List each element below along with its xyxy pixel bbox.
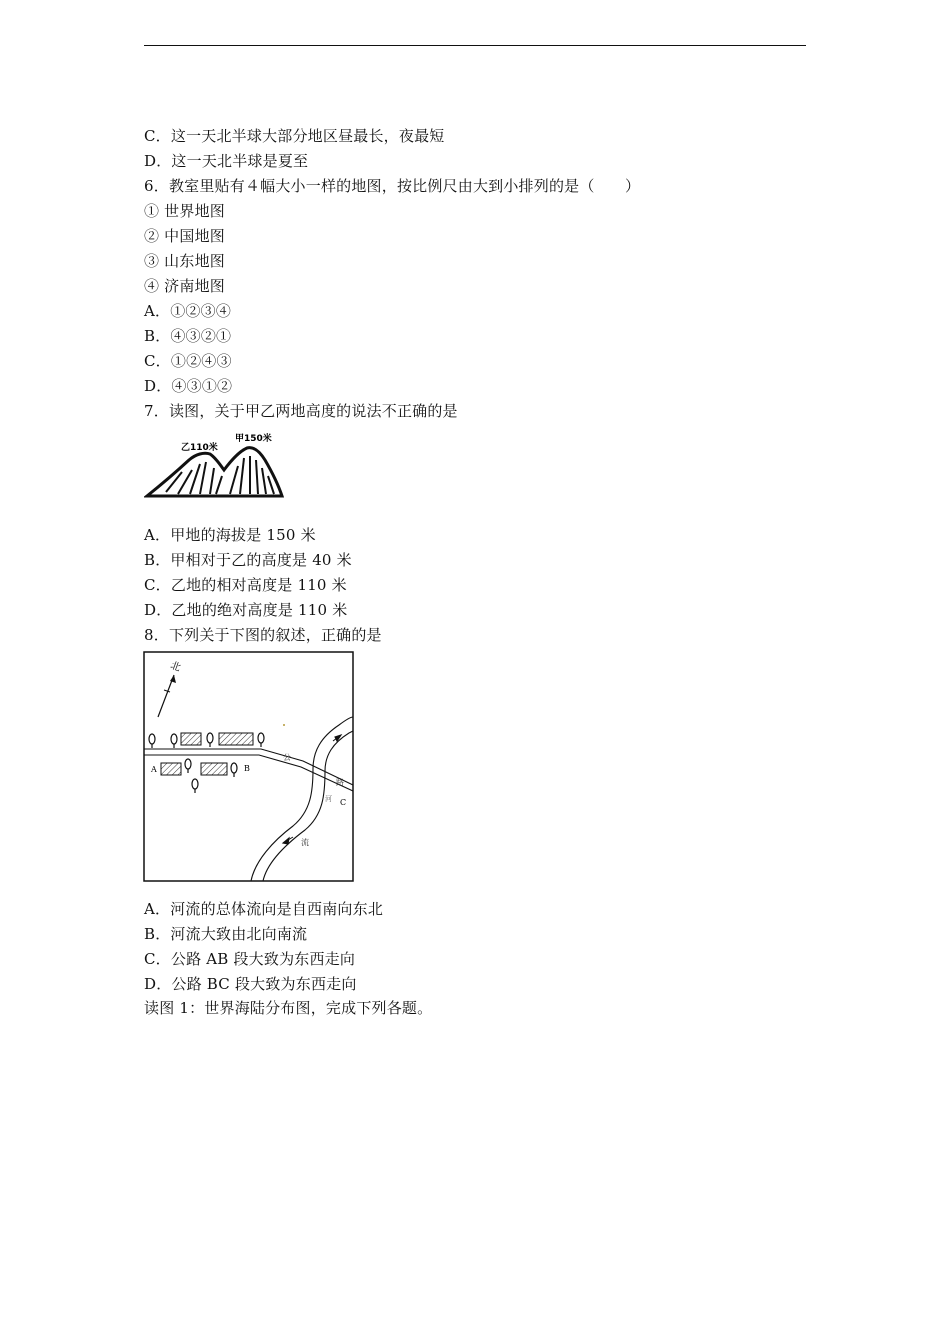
header-rule bbox=[144, 45, 806, 46]
label-yi: 乙110米 bbox=[181, 443, 218, 453]
mountain-figure bbox=[144, 428, 284, 502]
q6-item-1: ① 世界地图 bbox=[144, 202, 225, 220]
q6-item-2: ② 中国地图 bbox=[144, 227, 225, 245]
label-jia: 甲150米 bbox=[235, 434, 272, 444]
q5-option-c: C．这一天北半球大部分地区昼最长，夜最短 bbox=[144, 127, 445, 145]
point-a-label: A bbox=[151, 765, 157, 774]
q7-stem: 7．读图，关于甲乙两地高度的说法不正确的是 bbox=[144, 402, 458, 420]
q8-option-a: A．河流的总体流向是自西南向东北 bbox=[144, 900, 384, 918]
road-char-1: 公 bbox=[283, 753, 291, 762]
river-char-1: 河 bbox=[325, 795, 332, 803]
q5-option-d: D．这一天北半球是夏至 bbox=[144, 152, 309, 170]
q8-option-c: C．公路 AB 段大致为东西走向 bbox=[144, 950, 356, 968]
q6-option-a: A．①②③④ bbox=[144, 302, 232, 320]
road-char-2: 路 bbox=[336, 778, 344, 787]
point-b-label: B bbox=[244, 764, 250, 773]
q6-stem: 6．教室里贴有４幅大小一样的地图，按比例尺由大到小排列的是（ ） bbox=[144, 177, 641, 195]
point-c-label: C bbox=[340, 798, 347, 807]
north-label: 北 bbox=[168, 660, 182, 674]
q7-option-b: B．甲相对于乙的高度是 40 米 bbox=[144, 551, 352, 569]
q8-option-b: B．河流大致由北向南流 bbox=[144, 925, 308, 943]
q7-option-c: C．乙地的相对高度是 110 米 bbox=[144, 576, 347, 594]
river-char-2: 流 bbox=[301, 838, 309, 847]
q8-option-d: D．公路 BC 段大致为东西走向 bbox=[144, 975, 357, 993]
q6-item-4: ④ 济南地图 bbox=[144, 277, 225, 295]
map-figure bbox=[143, 651, 355, 883]
q6-option-c: C．①②④③ bbox=[144, 352, 232, 370]
q6-option-b: B．④③②① bbox=[144, 327, 232, 345]
q7-option-d: D．乙地的绝对高度是 110 米 bbox=[144, 601, 348, 619]
q6-option-d: D．④③①② bbox=[144, 377, 233, 395]
q8-stem: 8．下列关于下图的叙述，正确的是 bbox=[144, 626, 382, 644]
reading-instruction: 读图 1：世界海陆分布图，完成下列各题。 bbox=[144, 999, 433, 1017]
q6-item-3: ③ 山东地图 bbox=[144, 252, 225, 270]
q7-option-a: A．甲地的海拔是 150 米 bbox=[144, 526, 316, 544]
